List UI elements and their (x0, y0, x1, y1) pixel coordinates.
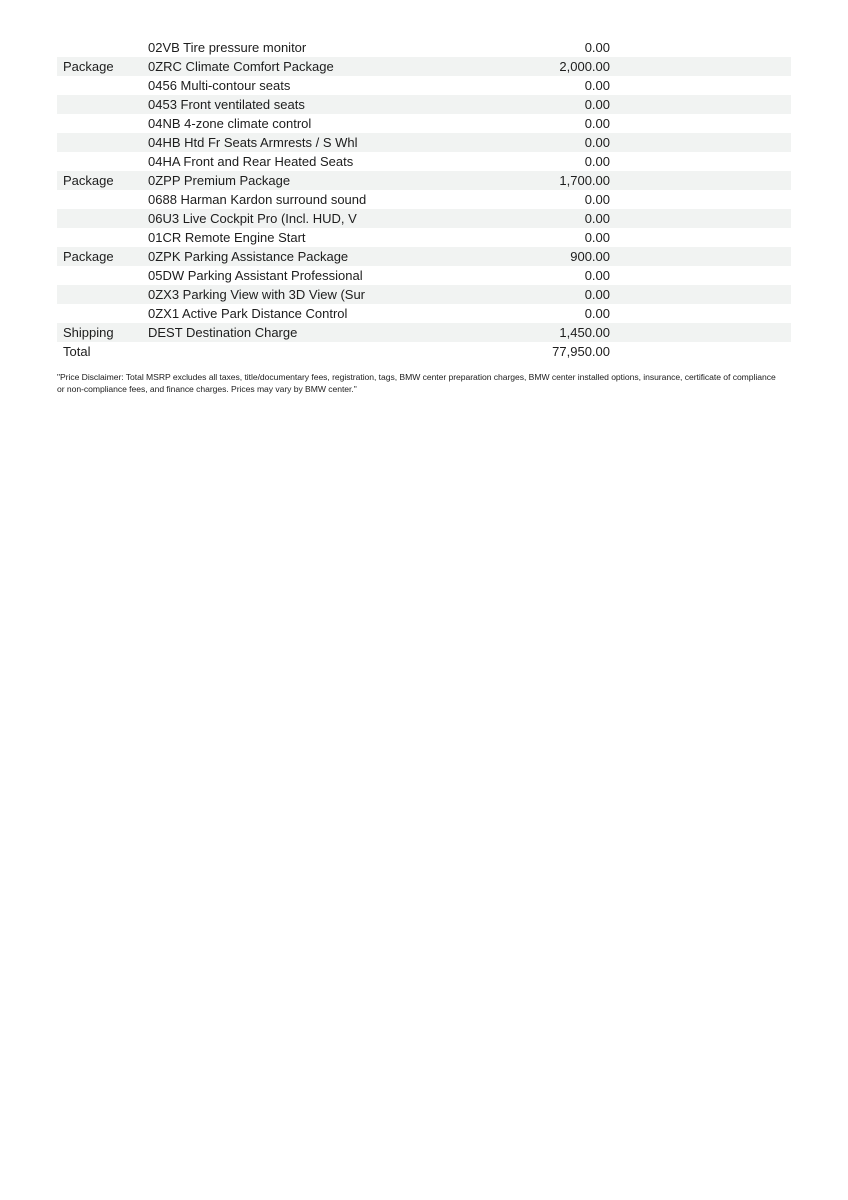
item-cell: 04HB Htd Fr Seats Armrests / S Whl (148, 135, 358, 150)
item-cell: 0688 Harman Kardon surround sound (148, 192, 367, 207)
price-cell: 0.00 (584, 40, 610, 55)
item-cell: 0ZX1 Active Park Distance Control (148, 306, 348, 321)
item-cell: 0453 Front ventilated seats (148, 97, 305, 112)
price-cell: 0.00 (584, 135, 610, 150)
item-cell: DEST Destination Charge (148, 325, 298, 340)
price-cell: 2,000.00 (559, 59, 610, 74)
table-row (57, 304, 791, 323)
price-cell: 0.00 (584, 154, 610, 169)
table-row (57, 209, 791, 228)
item-cell: 0ZPK Parking Assistance Package (148, 249, 349, 264)
item-cell: 0ZPP Premium Package (148, 173, 291, 188)
category-cell: Package (63, 173, 114, 188)
item-cell: 0ZRC Climate Comfort Package (148, 59, 334, 74)
item-cell: 0456 Multi-contour seats (148, 78, 291, 93)
category-cell: Package (63, 249, 114, 264)
table-row (57, 228, 791, 247)
item-cell: 04HA Front and Rear Heated Seats (148, 154, 354, 169)
item-cell: 0ZX3 Parking View with 3D View (Sur (148, 287, 366, 302)
table-row (57, 152, 791, 171)
price-cell: 900.00 (570, 249, 610, 264)
item-cell: 01CR Remote Engine Start (148, 230, 306, 245)
price-cell: 1,450.00 (559, 325, 610, 340)
price-cell: 0.00 (584, 116, 610, 131)
table-row (57, 76, 791, 95)
category-cell: Total (63, 344, 91, 359)
table-row (57, 247, 791, 266)
table-row (57, 285, 791, 304)
table-row (57, 95, 791, 114)
table-row (57, 323, 791, 342)
category-cell: Shipping (63, 325, 114, 340)
price-cell: 1,700.00 (559, 173, 610, 188)
price-cell: 0.00 (584, 78, 610, 93)
table-row (57, 57, 791, 76)
item-cell: 06U3 Live Cockpit Pro (Incl. HUD, V (148, 211, 357, 226)
price-cell: 0.00 (584, 192, 610, 207)
table-row (57, 342, 791, 361)
price-cell: 0.00 (584, 268, 610, 283)
price-disclaimer: "Price Disclaimer: Total MSRP excludes all taxes, title/documentary fees, registration, tags, BMW center preparation charges, BMW center installed options, insurance, certificate of compliance or non-compliance fees, and finance charges. Prices may vary by BMW center." (57, 372, 776, 394)
price-cell: 0.00 (584, 287, 610, 302)
price-cell: 0.00 (584, 211, 610, 226)
vehicle-options-table (57, 38, 791, 361)
price-cell: 77,950.00 (552, 344, 610, 359)
price-cell: 0.00 (584, 306, 610, 321)
table-row (57, 266, 791, 285)
item-cell: 05DW Parking Assistant Professional (148, 268, 363, 283)
table-row (57, 133, 791, 152)
price-cell: 0.00 (584, 230, 610, 245)
item-cell: 02VB Tire pressure monitor (148, 40, 307, 55)
category-cell: Package (63, 59, 114, 74)
table-row (57, 114, 791, 133)
table-row (57, 171, 791, 190)
table-row (57, 38, 791, 57)
price-cell: 0.00 (584, 97, 610, 112)
table-row (57, 190, 791, 209)
item-cell: 04NB 4-zone climate control (148, 116, 312, 131)
